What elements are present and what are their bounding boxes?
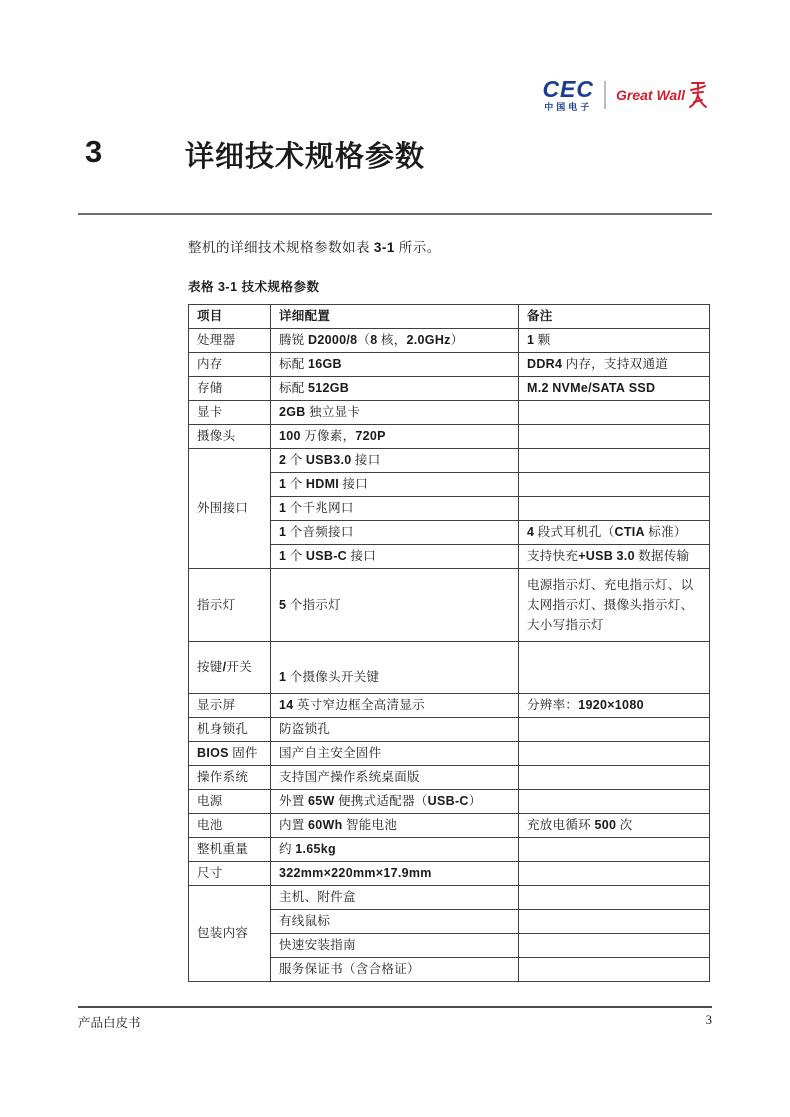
item-cell: 摄像头 [189, 425, 271, 449]
note-cell: 电源指示灯、充电指示灯、以太网指示灯、摄像头指示灯、大小写指示灯 [519, 569, 710, 642]
note-cell [519, 766, 710, 790]
item-cell: 存储 [189, 377, 271, 401]
table-caption: 表格 3-1 技术规格参数 [188, 280, 320, 294]
table-row [189, 766, 710, 790]
table-row [189, 742, 710, 766]
note-cell [519, 473, 710, 497]
item-cell: BIOS 固件 [189, 742, 271, 766]
note-cell: 充放电循环 500 次 [519, 814, 710, 838]
note-cell [519, 497, 710, 521]
item-cell: 显卡 [189, 401, 271, 425]
note-cell [519, 958, 710, 982]
greatwall-logo-text: Great Wall [616, 87, 685, 103]
note-cell [519, 401, 710, 425]
config-cell: 腾锐 D2000/8（8 核，2.0GHz） [271, 329, 519, 353]
config-cell: 服务保证书（含合格证） [271, 958, 519, 982]
table-row [189, 569, 710, 642]
item-cell: 操作系统 [189, 766, 271, 790]
item-cell: 处理器 [189, 329, 271, 353]
item-cell: 电池 [189, 814, 271, 838]
spec-table-body [189, 329, 710, 982]
config-cell: 322mm×220mm×17.9mm [271, 862, 519, 886]
greatwall-mark-icon [688, 79, 708, 111]
item-cell: 内存 [189, 353, 271, 377]
note-cell [519, 425, 710, 449]
note-cell: 1 颗 [519, 329, 710, 353]
chapter-title: 详细技术规格参数 [185, 141, 426, 173]
note-cell [519, 862, 710, 886]
config-cell: 1 个摄像头开关键 [271, 642, 519, 694]
table-row [189, 862, 710, 886]
table-row [189, 353, 710, 377]
config-cell: 支持国产操作系统桌面版 [271, 766, 519, 790]
note-cell [519, 642, 710, 694]
page-footer [78, 1013, 712, 1031]
page-number: 3 [705, 1013, 712, 1027]
item-cell: 机身锁孔 [189, 718, 271, 742]
header-logo [542, 78, 708, 112]
header-cell-item: 项目 [189, 305, 271, 329]
spec-table-container [188, 304, 710, 982]
note-cell: 分辨率：1920×1080 [519, 694, 710, 718]
note-cell: DDR4 内存，支持双通道 [519, 353, 710, 377]
config-cell: 1 个 HDMI 接口 [271, 473, 519, 497]
item-cell: 整机重量 [189, 838, 271, 862]
note-cell [519, 449, 710, 473]
chapter-divider [78, 213, 712, 215]
item-cell: 按键/开关 [189, 642, 271, 694]
config-cell: 14 英寸窄边框全高清显示 [271, 694, 519, 718]
item-cell: 包装内容 [189, 886, 271, 982]
config-cell: 外置 65W 便携式适配器（USB-C） [271, 790, 519, 814]
spec-table [188, 304, 710, 982]
table-row [189, 329, 710, 353]
note-cell [519, 838, 710, 862]
item-cell: 电源 [189, 790, 271, 814]
config-cell: 防盗锁孔 [271, 718, 519, 742]
note-cell [519, 718, 710, 742]
config-cell: 1 个千兆网口 [271, 497, 519, 521]
note-cell [519, 886, 710, 910]
note-cell [519, 742, 710, 766]
logo-divider [604, 81, 606, 109]
config-cell: 1 个音频接口 [271, 521, 519, 545]
item-cell: 显示屏 [189, 694, 271, 718]
note-cell [519, 790, 710, 814]
table-row [189, 838, 710, 862]
item-cell: 指示灯 [189, 569, 271, 642]
chapter-number: 3 [85, 134, 103, 169]
config-cell: 标配 512GB [271, 377, 519, 401]
note-cell [519, 934, 710, 958]
note-cell [519, 910, 710, 934]
cec-logo-text: CEC [542, 76, 594, 102]
table-row [189, 814, 710, 838]
intro-paragraph: 整机的详细技术规格参数如表 3-1 所示。 [188, 240, 441, 255]
note-cell: M.2 NVMe/SATA SSD [519, 377, 710, 401]
config-cell: 约 1.65kg [271, 838, 519, 862]
config-cell: 有线鼠标 [271, 910, 519, 934]
item-cell: 尺寸 [189, 862, 271, 886]
cec-logo-subtext: 中国电子 [544, 102, 593, 112]
cec-logo [542, 78, 594, 112]
note-cell: 支持快充+USB 3.0 数据传输 [519, 545, 710, 569]
footer-divider [78, 1006, 712, 1008]
table-row [189, 642, 710, 694]
table-row [189, 425, 710, 449]
header-cell-config: 详细配置 [271, 305, 519, 329]
table-row [189, 790, 710, 814]
config-cell: 5 个指示灯 [271, 569, 519, 642]
config-cell: 标配 16GB [271, 353, 519, 377]
config-cell: 2GB 独立显卡 [271, 401, 519, 425]
config-cell: 快速安装指南 [271, 934, 519, 958]
greatwall-logo [616, 79, 708, 111]
table-row [189, 694, 710, 718]
config-cell: 2 个 USB3.0 接口 [271, 449, 519, 473]
table-row [189, 377, 710, 401]
table-row [189, 886, 710, 910]
header-cell-note: 备注 [519, 305, 710, 329]
config-cell: 国产自主安全固件 [271, 742, 519, 766]
item-cell: 外围接口 [189, 449, 271, 569]
config-cell: 1 个 USB-C 接口 [271, 545, 519, 569]
table-header-row [189, 305, 710, 329]
table-row [189, 401, 710, 425]
note-cell: 4 段式耳机孔（CTIA 标准） [519, 521, 710, 545]
table-row [189, 449, 710, 473]
config-cell: 内置 60Wh 智能电池 [271, 814, 519, 838]
footer-doc-title: 产品白皮书 [78, 1016, 141, 1030]
config-cell: 100 万像素，720P [271, 425, 519, 449]
config-cell: 主机、附件盒 [271, 886, 519, 910]
table-row [189, 718, 710, 742]
